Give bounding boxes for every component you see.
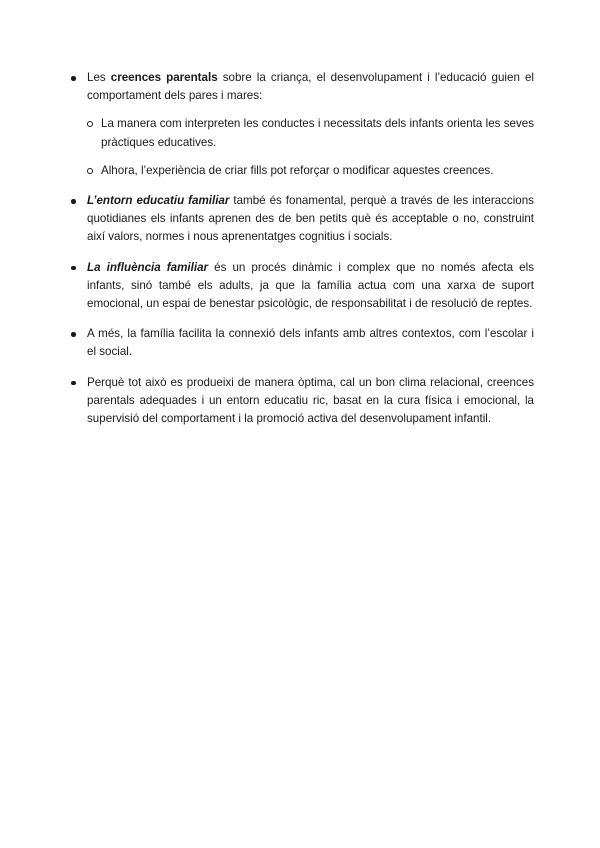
list-item [70,259,534,314]
hollow-bullet-icon [87,121,93,127]
item-text: A més, la família facilita la connexió dels infants amb altres contextos, com l’escolar i el social. [87,327,534,359]
bullet-icon [71,332,76,337]
item-text: Perquè tot això es produeixi de manera òptima, cal un bon clima relacional, creences parentals adequades i un entorn educatiu ric, basat en la cura física i emocional, la supervisió del comportament i la promoció activa del desenvolupament infantil. [87,375,534,426]
item-text-post: és un procés dinàmic i complex que no només afecta els infants, sinó també els adults, ja que la família actua com una xarxa de suport emocional, un espai de benestar psicològic, de responsabilitat i de resolució de reptes. [87,260,534,311]
item-text-post: també és fonamental, perquè a través de les interaccions quotidianes els infants aprenen des de ben petits què és acceptable o no, construint així valors, normes i nous aprenentatges cognitius i socials. [87,194,534,244]
list-item [70,374,534,429]
list-item [70,192,534,247]
document-body [70,69,534,440]
list-item [70,325,534,361]
bullet-list [70,69,534,428]
item-text-pre: Les [87,71,111,84]
bullet-icon [71,76,76,81]
bullet-icon [71,266,76,271]
bullet-icon [71,199,76,204]
item-text-post: sobre la criança, el desenvolupament i l’educació guien el comportament dels pares i mares: [87,71,534,103]
list-item [70,69,534,180]
bullet-icon [71,381,76,386]
sub-list-item [87,115,534,151]
sub-list-item [87,162,534,180]
item-bold-term: L’entorn educatiu familiar [87,194,230,208]
sub-item-text: La manera com interpreten les conductes i necessitats dels infants orienta les seves pràctiques educatives. [101,117,534,149]
item-bold-term: creences parentals [110,71,218,84]
sub-bullet-list [87,115,534,180]
hollow-bullet-icon [87,168,93,174]
item-bold-term: La influència familiar [87,260,209,274]
sub-item-text: Alhora, l’experiència de criar fills pot reforçar o modificar aquestes creences. [101,163,494,177]
